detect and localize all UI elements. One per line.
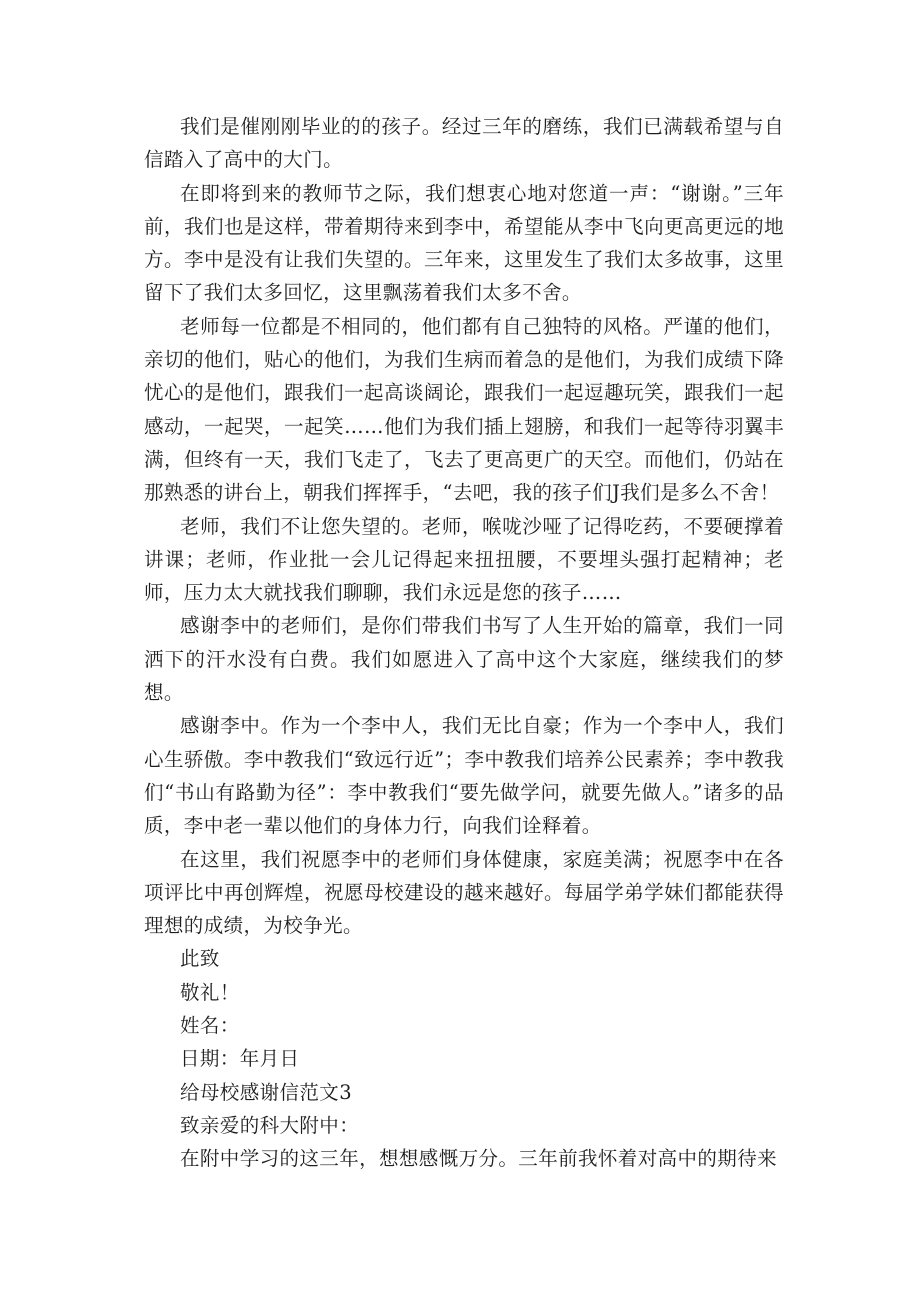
paragraph: 老师每一位都是不相同的，他们都有自己独特的风格。严谨的他们，亲切的他们，贴心的他们，为我们生病而着急的是他们，为我们成绩下降忧心的是他们，跟我们一起高谈阔论，跟我们一起逗趣玩笑，跟我们一起感动，一起哭，一起笑……他们为我们插上翅膀，和我们一起等待羽翼丰满，但终有一天，我们飞走了，飞去了更高更广的天空。而他们，仍站在那熟悉的讲台上，朝我们挥挥手，“去吧，我的孩子们J我们是多么不舍！ xyxy=(144,314,784,505)
section-title: 给母校感谢信范文3 xyxy=(180,1080,353,1104)
paragraph-start: 在附中学习的这三年，想想感慨万分。三年前我怀着对高中的期待来 xyxy=(180,1147,778,1171)
paragraph: 老师，我们不让您失望的。老师，喉咙沙哑了记得吃药，不要硬撑着讲课；老师，作业批一会儿记得起来扭扭腰，不要埋头强打起精神；老师，压力太大就找我们聊聊，我们永远是您的孩子…… xyxy=(144,514,784,605)
name-label: 姓名： xyxy=(180,1014,240,1038)
salutation: 致亲爱的科大附中： xyxy=(180,1113,360,1137)
date-label: 日期：年月日 xyxy=(180,1047,300,1071)
closing-line: 此致 xyxy=(180,947,220,971)
closing-salute: 敬礼！ xyxy=(180,980,240,1004)
paragraph: 感谢李中的老师们，是你们带我们书写了人生开始的篇章，我们一同洒下的汗水没有白费。我们如愿进入了高中这个大家庭，继续我们的梦想。 xyxy=(144,614,784,705)
letter-body xyxy=(144,110,784,1176)
paragraph: 我们是催刚刚毕业的的孩子。经过三年的磨练，我们已满载希望与自信踏入了高中的大门。 xyxy=(144,115,784,172)
paragraph: 在即将到来的教师节之际，我们想衷心地对您道一声：“谢谢。”三年前，我们也是这样，带着期待来到李中，希望能从李中飞向更高更远的地方。李中是没有让我们失望的。三年来，这里发生了我们太多故事，这里留下了我们太多回忆，这里飘荡着我们太多不舍。 xyxy=(144,181,784,305)
paragraph: 在这里，我们祝愿李中的老师们身体健康，家庭美满；祝愿李中在各项评比中再创辉煌，祝愿母校建设的越来越好。每届学弟学妹们都能获得理想的成绩，为校争光。 xyxy=(144,847,784,938)
paragraph: 感谢李中。作为一个李中人，我们无比自豪；作为一个李中人，我们心生骄傲。李中教我们“致远行近”；李中教我们培养公民素养；李中教我们“书山有路勤为径”：李中教我们“要先做学问，就要先做人。”诸多的品质，李中老一辈以他们的身体力行，向我们诠释着。 xyxy=(144,714,784,838)
